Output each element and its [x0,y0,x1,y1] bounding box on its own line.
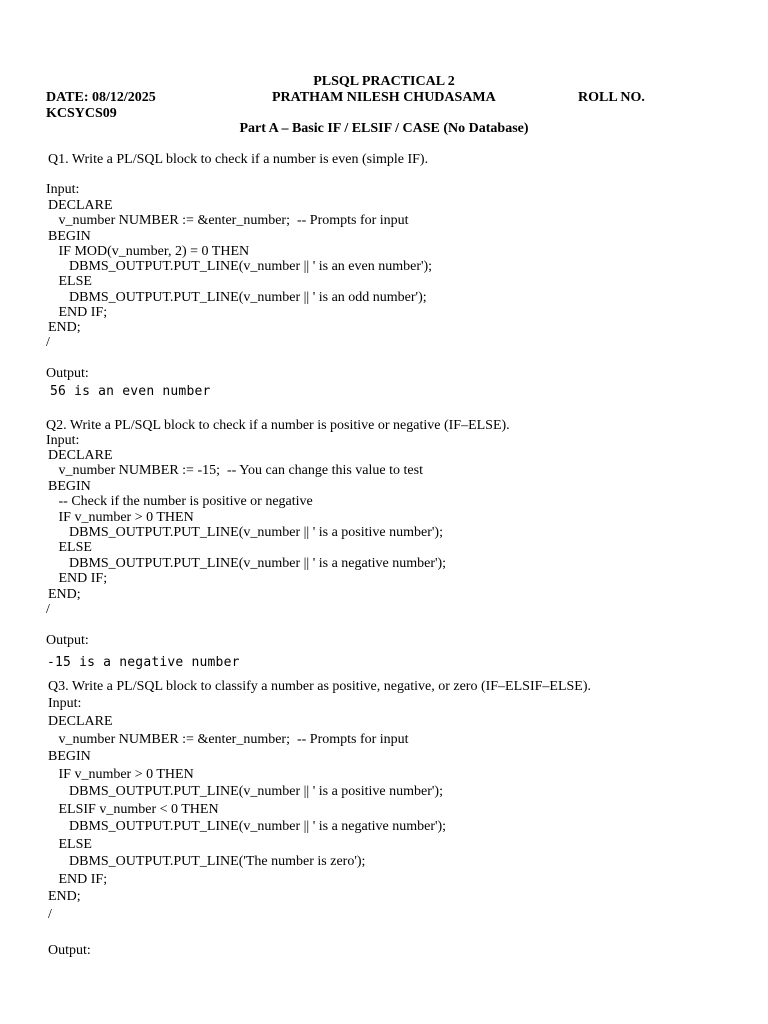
code-line: ELSIF v_number < 0 THEN [48,802,219,817]
code-line: DBMS_OUTPUT.PUT_LINE(v_number || ' is a positive number'); [48,784,443,799]
code-line: BEGIN [48,749,91,764]
q1-input-label: Input: [46,182,80,197]
q1-output-label: Output: [46,366,89,381]
code-line: -- Check if the number is positive or negative [48,494,313,509]
roll-label: ROLL NO. [578,90,645,105]
code-line: DBMS_OUTPUT.PUT_LINE(v_number || ' is an even number'); [48,259,433,274]
code-line: IF v_number > 0 THEN [48,510,194,525]
q3-output-label: Output: [48,943,91,958]
q2-output-text: -15 is a negative number [47,655,240,670]
date-label: DATE: 08/12/2025 [46,90,156,105]
code-line: END IF; [48,305,108,320]
q3-input-label: Input: [48,696,82,711]
code-line: v_number NUMBER := &enter_number; -- Prompts for input [48,213,409,228]
code-line: / [46,335,50,350]
code-line: END; [48,889,81,904]
code-line: END IF; [48,571,108,586]
code-line: / [48,907,52,922]
part-title: Part A – Basic IF / ELSIF / CASE (No Database) [239,121,529,136]
code-line: DECLARE [48,448,113,463]
code-line: END; [48,320,81,335]
code-line: DECLARE [48,714,113,729]
q2-output-label: Output: [46,633,89,648]
code-line: END IF; [48,872,108,887]
code-line: DBMS_OUTPUT.PUT_LINE(v_number || ' is a negative number'); [48,556,447,571]
q3-question: Q3. Write a PL/SQL block to classify a number as positive, negative, or zero (IF–ELSIF–ELSE). [48,679,591,694]
page-title: PLSQL PRACTICAL 2 [313,74,455,89]
q2-input-label: Input: [46,433,80,448]
code-line: DBMS_OUTPUT.PUT_LINE('The number is zero'); [48,854,366,869]
q1-question: Q1. Write a PL/SQL block to check if a number is even (simple IF). [48,152,429,167]
code-line: / [46,602,50,617]
code-line: ELSE [48,274,92,289]
student-name: PRATHAM NILESH CHUDASAMA [272,90,496,105]
q1-output-text: 56 is an even number [50,384,211,399]
code-line: BEGIN [48,229,91,244]
code-line: IF v_number > 0 THEN [48,767,194,782]
q2-question: Q2. Write a PL/SQL block to check if a number is positive or negative (IF–ELSE). [46,418,510,433]
code-line: DBMS_OUTPUT.PUT_LINE(v_number || ' is a positive number'); [48,525,443,540]
code-line: DBMS_OUTPUT.PUT_LINE(v_number || ' is an odd number'); [48,290,427,305]
code-line: DECLARE [48,198,113,213]
code-line: v_number NUMBER := -15; -- You can change this value to test [48,463,423,478]
code-line: ELSE [48,837,92,852]
code-line: IF MOD(v_number, 2) = 0 THEN [48,244,250,259]
code-line: v_number NUMBER := &enter_number; -- Prompts for input [48,732,409,747]
code-line: DBMS_OUTPUT.PUT_LINE(v_number || ' is a negative number'); [48,819,447,834]
code-line: END; [48,587,81,602]
code-line: ELSE [48,540,92,555]
code-line: BEGIN [48,479,91,494]
roll-number: KCSYCS09 [46,106,117,121]
